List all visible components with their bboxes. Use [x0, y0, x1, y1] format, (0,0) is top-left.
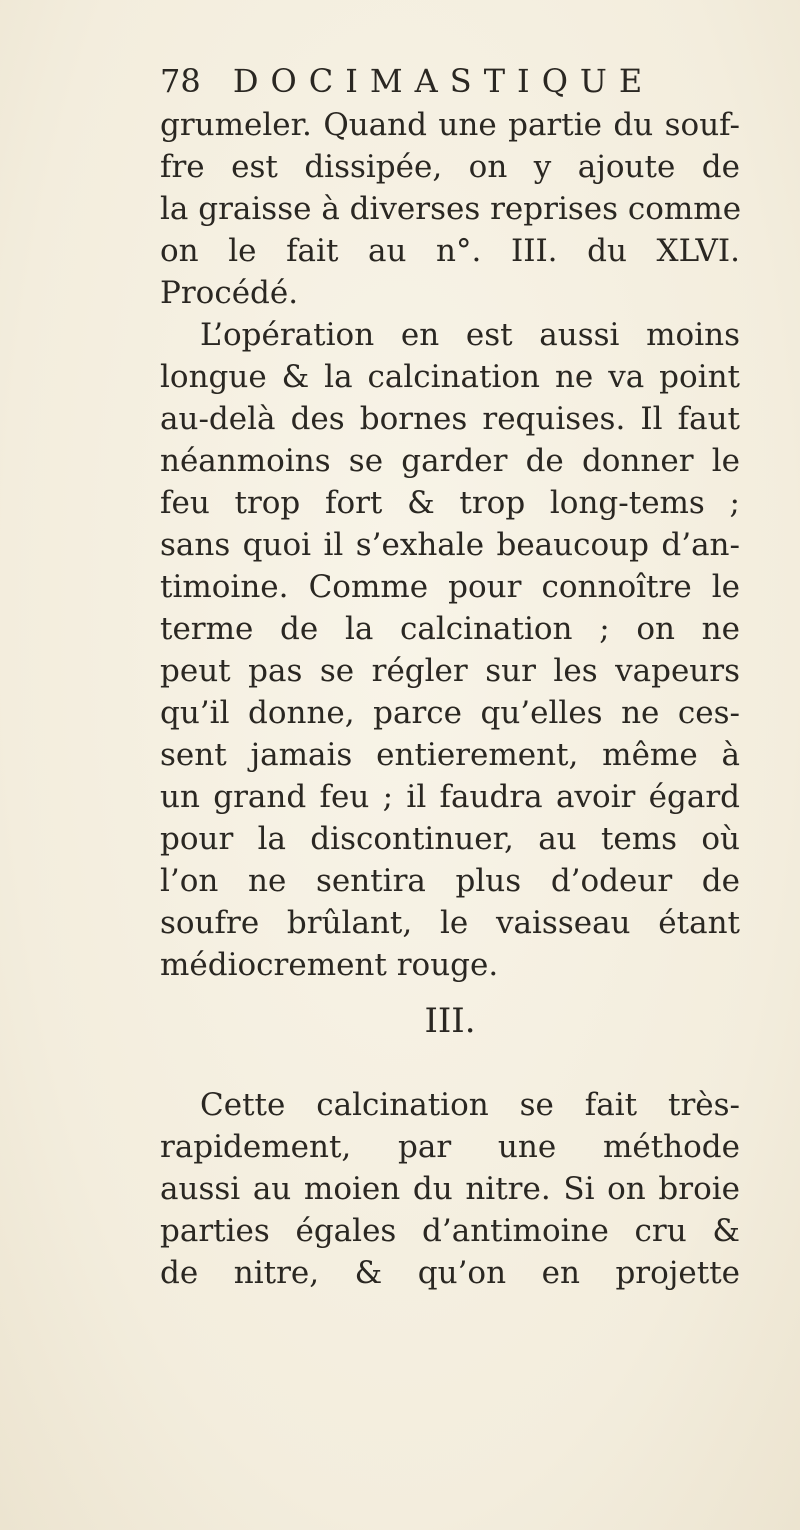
text-line: L’opération en est aussi moins	[200, 317, 740, 353]
text-line: timoine. Comme pour connoître le	[160, 569, 740, 605]
text-line: soufre brûlant, le vaisseau étant	[160, 905, 740, 941]
text-line: terme de la calcination ; on ne	[160, 611, 740, 647]
text-line: néanmoins se garder de donner le	[160, 443, 740, 479]
text-line: on le fait au n°. III. du XLVI.	[160, 233, 740, 269]
page-number: 78	[160, 62, 201, 100]
text-line: la graisse à diverses reprises comme	[160, 191, 742, 227]
text-line: sent jamais entierement, même à	[160, 737, 740, 773]
text-line: grumeler. Quand une partie du souf-	[160, 107, 740, 143]
section-heading: III.	[424, 1001, 476, 1041]
text-line: Procédé.	[160, 275, 299, 311]
page-header	[160, 56, 760, 106]
text-line: un grand feu ; il faudra avoir égard	[160, 779, 740, 815]
text-line: sans quoi il s’exhale beaucoup d’an-	[160, 527, 740, 563]
text-line: feu trop fort & trop long-tems ;	[160, 485, 740, 521]
text-line: rapidement, par une méthode	[160, 1129, 740, 1165]
text-line: de nitre, & qu’on en projette	[160, 1255, 740, 1291]
text-line: qu’il donne, parce qu’elles ne ces-	[160, 695, 740, 731]
text-line: peut pas se régler sur les vapeurs	[160, 653, 740, 689]
running-title: DOCIMASTIQUE	[232, 62, 655, 100]
text-line: aussi au moien du nitre. Si on broie	[160, 1171, 740, 1207]
text-line: Cette calcination se fait très-	[200, 1087, 740, 1123]
text-line: l’on ne sentira plus d’odeur de	[160, 863, 740, 899]
text-line: médiocrement rouge.	[160, 947, 499, 983]
text-line: parties égales d’antimoine cru &	[160, 1213, 740, 1249]
text-line: pour la discontinuer, au tems où	[160, 821, 740, 857]
text-line: longue & la calcination ne va point	[160, 359, 740, 395]
text-line: fre est dissipée, on y ajoute de	[160, 149, 740, 185]
text-line: au-delà des bornes requises. Il faut	[160, 401, 740, 437]
